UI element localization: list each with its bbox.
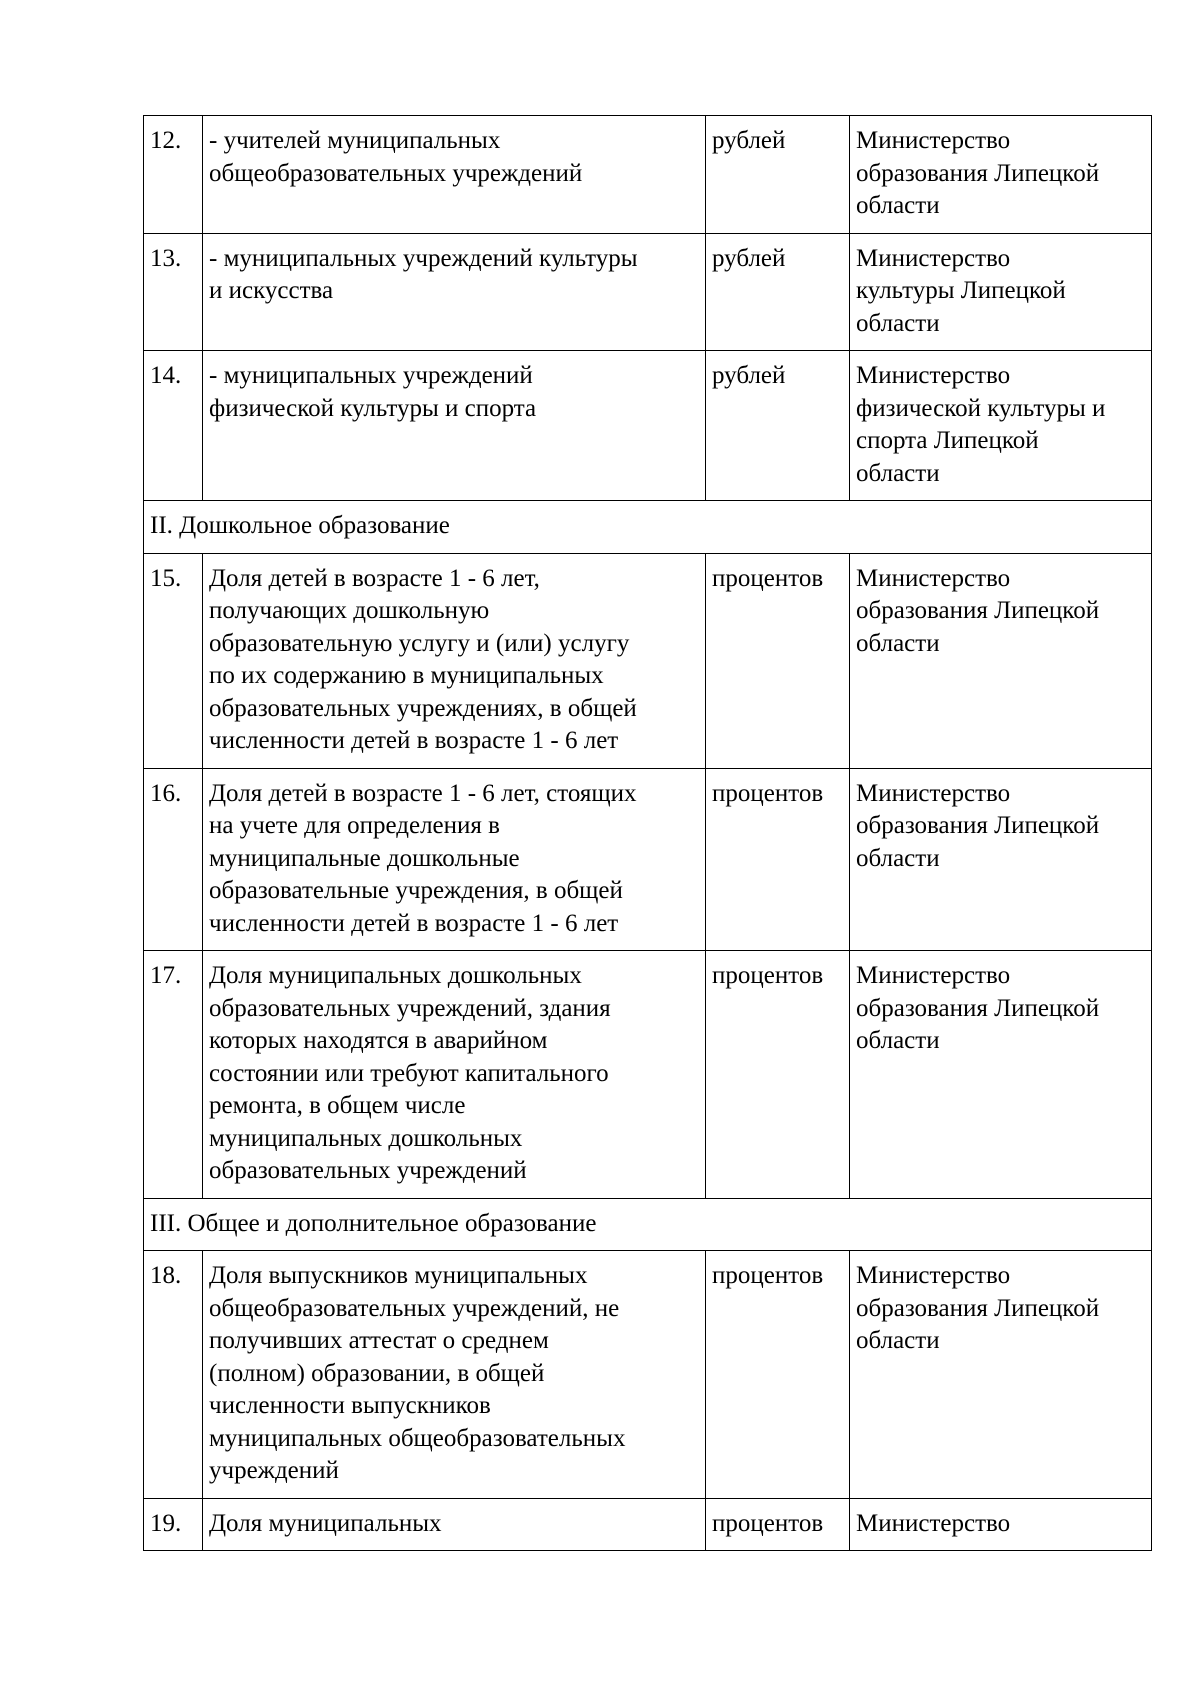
row-number: 18. bbox=[144, 1251, 203, 1499]
table-row bbox=[144, 951, 1152, 1199]
text-line: образования Липецкой bbox=[856, 597, 1100, 624]
indicators-table bbox=[143, 115, 1152, 1551]
responsible-body bbox=[850, 351, 1152, 501]
text-line: Доля детей в возрасте 1 - 6 лет, стоящих bbox=[209, 779, 637, 807]
text-line: области bbox=[856, 1327, 940, 1354]
text-line: получивших аттестат о среднем bbox=[209, 1327, 549, 1354]
section-heading: II. Дошкольное образование bbox=[144, 501, 1152, 554]
row-number: 19. bbox=[144, 1498, 203, 1551]
responsible-body bbox=[850, 116, 1152, 234]
unit-cell: процентов bbox=[706, 768, 850, 951]
text-line: которых находятся в аварийном bbox=[209, 1027, 548, 1054]
text-line: образования Липецкой bbox=[856, 994, 1100, 1022]
responsible-body bbox=[850, 553, 1152, 768]
text-line: образования Липецкой bbox=[856, 1294, 1100, 1322]
text-line: муниципальные дошкольные bbox=[209, 844, 520, 872]
row-number: 16. bbox=[144, 768, 203, 951]
text-line: Доля детей в возрасте 1 - 6 лет, bbox=[209, 564, 540, 592]
text-line: численности детей в возрасте 1 - 6 лет bbox=[209, 727, 619, 754]
row-number: 17. bbox=[144, 951, 203, 1199]
section-row bbox=[144, 1198, 1152, 1251]
text-line: состоянии или требуют капитального bbox=[209, 1059, 609, 1087]
responsible-body bbox=[850, 1498, 1152, 1551]
text-line: Доля муниципальных дошкольных bbox=[209, 962, 582, 989]
text-line: общеобразовательных учреждений bbox=[209, 159, 583, 187]
text-line: численности детей в возрасте 1 - 6 лет bbox=[209, 909, 619, 937]
responsible-body bbox=[850, 951, 1152, 1199]
unit-cell: процентов bbox=[706, 951, 850, 1199]
text-line: области bbox=[856, 192, 940, 219]
text-line: области bbox=[856, 629, 940, 657]
text-line: спорта Липецкой bbox=[856, 427, 1039, 454]
table-row bbox=[144, 1251, 1152, 1499]
text-line: физической культуры и bbox=[856, 394, 1106, 422]
unit-cell: рублей bbox=[706, 351, 850, 501]
unit-cell: процентов bbox=[706, 1498, 850, 1551]
text-line: (полном) образовании, в общей bbox=[209, 1359, 545, 1387]
indicator-name bbox=[203, 768, 706, 951]
text-line: - муниципальных учреждений культуры bbox=[209, 244, 638, 272]
section-row bbox=[144, 501, 1152, 554]
table-row bbox=[144, 553, 1152, 768]
text-line: образовательную услугу и (или) услугу bbox=[209, 629, 630, 657]
row-number: 14. bbox=[144, 351, 203, 501]
row-number: 13. bbox=[144, 233, 203, 351]
text-line: - муниципальных учреждений bbox=[209, 362, 533, 389]
text-line: области bbox=[856, 844, 940, 872]
text-line: образовательных учреждений, здания bbox=[209, 994, 611, 1022]
text-line: Министерство bbox=[856, 244, 1011, 272]
text-line: Министерство bbox=[856, 362, 1011, 389]
table-row bbox=[144, 1498, 1152, 1551]
responsible-body bbox=[850, 233, 1152, 351]
indicator-name bbox=[203, 951, 706, 1199]
text-line: общеобразовательных учреждений, не bbox=[209, 1294, 620, 1322]
indicator-name bbox=[203, 1251, 706, 1499]
text-line: Министерство bbox=[856, 127, 1011, 154]
row-number: 15. bbox=[144, 553, 203, 768]
unit-cell: рублей bbox=[706, 116, 850, 234]
text-line: и искусства bbox=[209, 277, 334, 304]
indicator-name bbox=[203, 233, 706, 351]
text-line: образования Липецкой bbox=[856, 159, 1100, 187]
unit-cell: рублей bbox=[706, 233, 850, 351]
text-line: образовательных учреждениях, в общей bbox=[209, 694, 637, 722]
table-row bbox=[144, 351, 1152, 501]
responsible-body bbox=[850, 768, 1152, 951]
text-line: по их содержанию в муниципальных bbox=[209, 662, 604, 689]
text-line: Министерство bbox=[856, 779, 1011, 807]
text-line: ремонта, в общем числе bbox=[209, 1092, 466, 1119]
indicator-name bbox=[203, 116, 706, 234]
text-line: образования Липецкой bbox=[856, 812, 1100, 839]
row-number: 12. bbox=[144, 116, 203, 234]
unit-cell: процентов bbox=[706, 553, 850, 768]
text-line: области bbox=[856, 1027, 940, 1054]
text-line: учреждений bbox=[209, 1457, 339, 1484]
text-line: области bbox=[856, 459, 940, 487]
text-line: Министерство bbox=[856, 1262, 1011, 1289]
text-line: Министерство bbox=[856, 1509, 1011, 1537]
text-line: Доля муниципальных bbox=[209, 1509, 442, 1537]
text-line: образовательных учреждений bbox=[209, 1157, 527, 1184]
section-heading: III. Общее и дополнительное образование bbox=[144, 1198, 1152, 1251]
text-line: муниципальных общеобразовательных bbox=[209, 1424, 626, 1452]
text-line: области bbox=[856, 309, 940, 337]
table-row bbox=[144, 768, 1152, 951]
indicator-name bbox=[203, 351, 706, 501]
indicator-name bbox=[203, 553, 706, 768]
table-row bbox=[144, 116, 1152, 234]
indicator-name bbox=[203, 1498, 706, 1551]
unit-cell: процентов bbox=[706, 1251, 850, 1499]
text-line: численности выпускников bbox=[209, 1392, 491, 1419]
text-line: Министерство bbox=[856, 962, 1011, 989]
text-line: муниципальных дошкольных bbox=[209, 1124, 523, 1152]
text-line: Министерство bbox=[856, 564, 1011, 592]
table-row bbox=[144, 233, 1152, 351]
text-line: - учителей муниципальных bbox=[209, 127, 501, 154]
text-line: образовательные учреждения, в общей bbox=[209, 877, 623, 904]
text-line: Доля выпускников муниципальных bbox=[209, 1262, 588, 1289]
responsible-body bbox=[850, 1251, 1152, 1499]
text-line: получающих дошкольную bbox=[209, 597, 490, 624]
text-line: культуры Липецкой bbox=[856, 277, 1066, 304]
text-line: физической культуры и спорта bbox=[209, 394, 537, 422]
text-line: на учете для определения в bbox=[209, 812, 500, 839]
